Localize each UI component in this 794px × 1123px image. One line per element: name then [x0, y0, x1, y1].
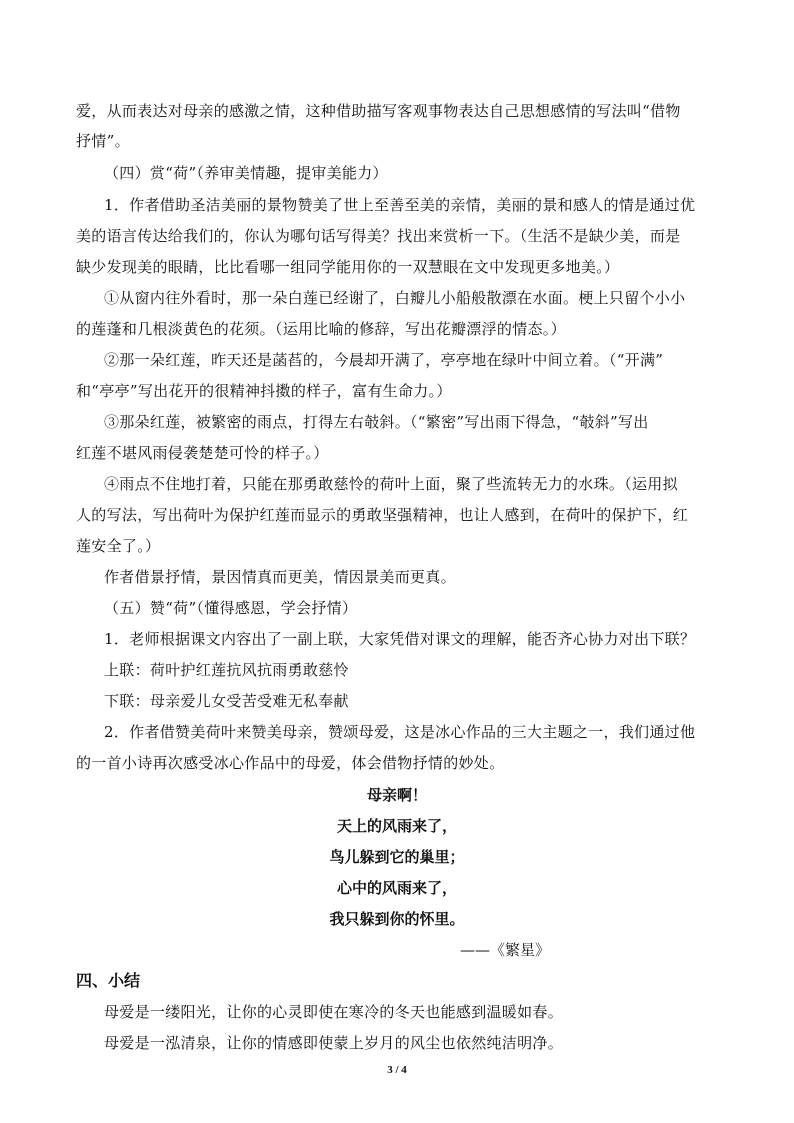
paragraph-line: 作者借景抒情，景因情真而更美，情因景美而更真。 — [104, 568, 456, 586]
paragraph-line: 2．作者借赞美荷叶来赞美母亲，赞颂母爱，这是冰心作品的三大主题之一，我们通过他 — [104, 723, 696, 741]
paragraph-line: ①从窗内往外看时，那一朵白莲已经谢了，白瓣儿小船般散漂在水面。梗上只留个小小 — [104, 289, 686, 307]
paragraph-line: 的一首小诗再次感受冰心作品中的母爱，体会借物抒情的妙处。 — [76, 754, 505, 772]
poem-line: 我只躲到你的怀里。 — [329, 910, 465, 928]
paragraph-line: 爱，从而表达对母亲的感激之情，这种借助描写客观事物表达自己思想感情的写法叫“借物 — [76, 102, 681, 120]
paragraph-line: 人的写法，写出荷叶为保护红莲而显示的勇敢坚强精神，也让人感到，在荷叶的保护下，红 — [76, 506, 689, 524]
paragraph-line: 1．老师根据课文内容出了一副上联，大家凭借对课文的理解，能否齐心协力对出下联？ — [104, 630, 696, 648]
paragraph-line: 红莲不堪风雨侵袭楚楚可怜的样子。） — [76, 444, 329, 462]
section-heading: 四、小结 — [76, 971, 141, 990]
paragraph-line: ②那一朵红莲，昨天还是菡萏的，今晨却开满了，亭亭地在绿叶中间立着。（“开满” — [104, 351, 664, 369]
page-number: 3 / 4 — [387, 1064, 407, 1076]
paragraph-line: 缺少发现美的眼睛，比比看哪一组同学能用你的一双慧眼在文中发现更多地美。） — [76, 258, 620, 276]
poem-line: 天上的风雨来了， — [336, 817, 457, 835]
poem-line: 母亲啊！ — [366, 786, 427, 804]
couplet-upper: 上联：荷叶护红莲抗风抗雨勇敢慈怜 — [104, 661, 349, 679]
poem-source: ——《繁星》 — [459, 941, 550, 959]
paragraph-line: 美的语言传达给我们的，你认为哪句话写得美？找出来赏析一下。（生活不是缺少美，而是 — [76, 227, 681, 245]
summary-line: 母爱是一泓清泉，让你的情感即使蒙上岁月的风尘也依然纯洁明净。 — [104, 1034, 564, 1052]
paragraph-line: 的莲蓬和几根淡黄色的花须。（运用比喻的修辞，写出花瓣漂浮的情态。） — [76, 320, 566, 338]
subsection-heading: （五）赞“荷”（懂得感恩，学会抒情） — [104, 599, 358, 617]
paragraph-line: ④雨点不住地打着，只能在那勇敢慈怜的荷叶上面，聚了些流转无力的水珠。（运用拟 — [104, 475, 678, 493]
paragraph-line: 和“亭亭”写出花开的很精神抖擞的样子，富有生命力。） — [76, 382, 452, 400]
paragraph-line: 莲安全了。） — [76, 537, 161, 555]
couplet-lower: 下联：母亲爱儿女受苦受难无私奉献 — [104, 692, 349, 710]
paragraph-line: ③那朵红莲，被繁密的雨点，打得左右攲斜。（“繁密”写出雨下得急，“攲斜”写出 — [104, 413, 649, 431]
summary-line: 母爱是一缕阳光，让你的心灵即使在寒冷的冬天也能感到温暖如春。 — [104, 1003, 564, 1021]
subsection-heading: （四）赏“荷”（养审美情趣，提审美能力） — [104, 164, 388, 182]
paragraph-line: 抒情”。 — [76, 132, 130, 150]
poem-line: 心中的风雨来了， — [336, 879, 457, 897]
poem-line: 鸟儿躲到它的巢里； — [329, 848, 465, 866]
paragraph-line: 1．作者借助圣洁美丽的景物赞美了世上至善至美的亲情，美丽的景和感人的情是通过优 — [104, 196, 696, 214]
